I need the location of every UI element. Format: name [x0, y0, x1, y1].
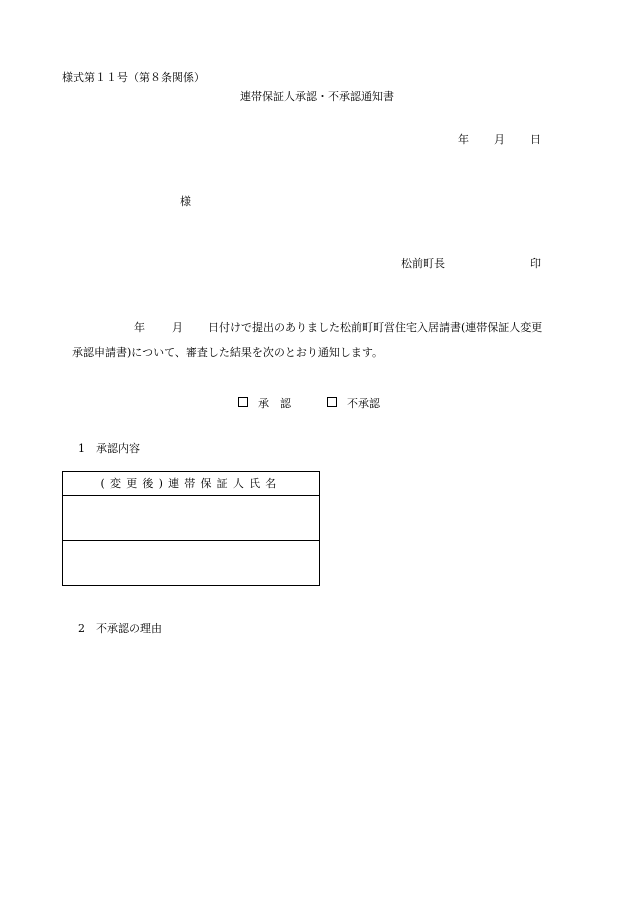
- issue-date: [458, 134, 541, 145]
- approve-option[interactable]: [238, 397, 291, 410]
- checkbox-icon: [238, 397, 248, 407]
- issuer-seal: 印: [530, 257, 541, 270]
- guarantor-table: [62, 471, 320, 586]
- addressee-suffix: 様: [180, 195, 191, 208]
- date-day: 日: [530, 133, 541, 146]
- body-line-2: 承認申請書)について、審査した結果を次のとおり通知します。: [72, 346, 383, 359]
- date-year: 年: [458, 133, 469, 146]
- body-year: 年: [134, 321, 145, 334]
- section-1-heading: 1 承認内容: [78, 442, 140, 455]
- disapprove-option[interactable]: [327, 397, 380, 410]
- date-month: 月: [494, 133, 505, 146]
- form-number: 様式第１１号（第８条関係）: [62, 71, 205, 84]
- approve-label: 承 認: [258, 397, 291, 410]
- body-line-1: [62, 322, 542, 333]
- document-title: 連帯保証人承認・不承認通知書: [240, 90, 394, 103]
- body-line-1-text: 日付けで提出のありました松前町町営住宅入居請書(連帯保証人変更: [208, 321, 543, 334]
- guarantor-table-header: (変更後)連帯保証人氏名: [63, 472, 320, 496]
- issuer-name: 松前町長: [401, 257, 445, 270]
- guarantor-name-cell-2[interactable]: [63, 541, 320, 586]
- section-2-heading: 2 不承認の理由: [78, 622, 162, 635]
- checkbox-icon: [327, 397, 337, 407]
- disapprove-label: 不承認: [347, 397, 380, 410]
- decision-options: [238, 397, 380, 409]
- body-month: 月: [172, 321, 183, 334]
- guarantor-name-cell-1[interactable]: [63, 496, 320, 541]
